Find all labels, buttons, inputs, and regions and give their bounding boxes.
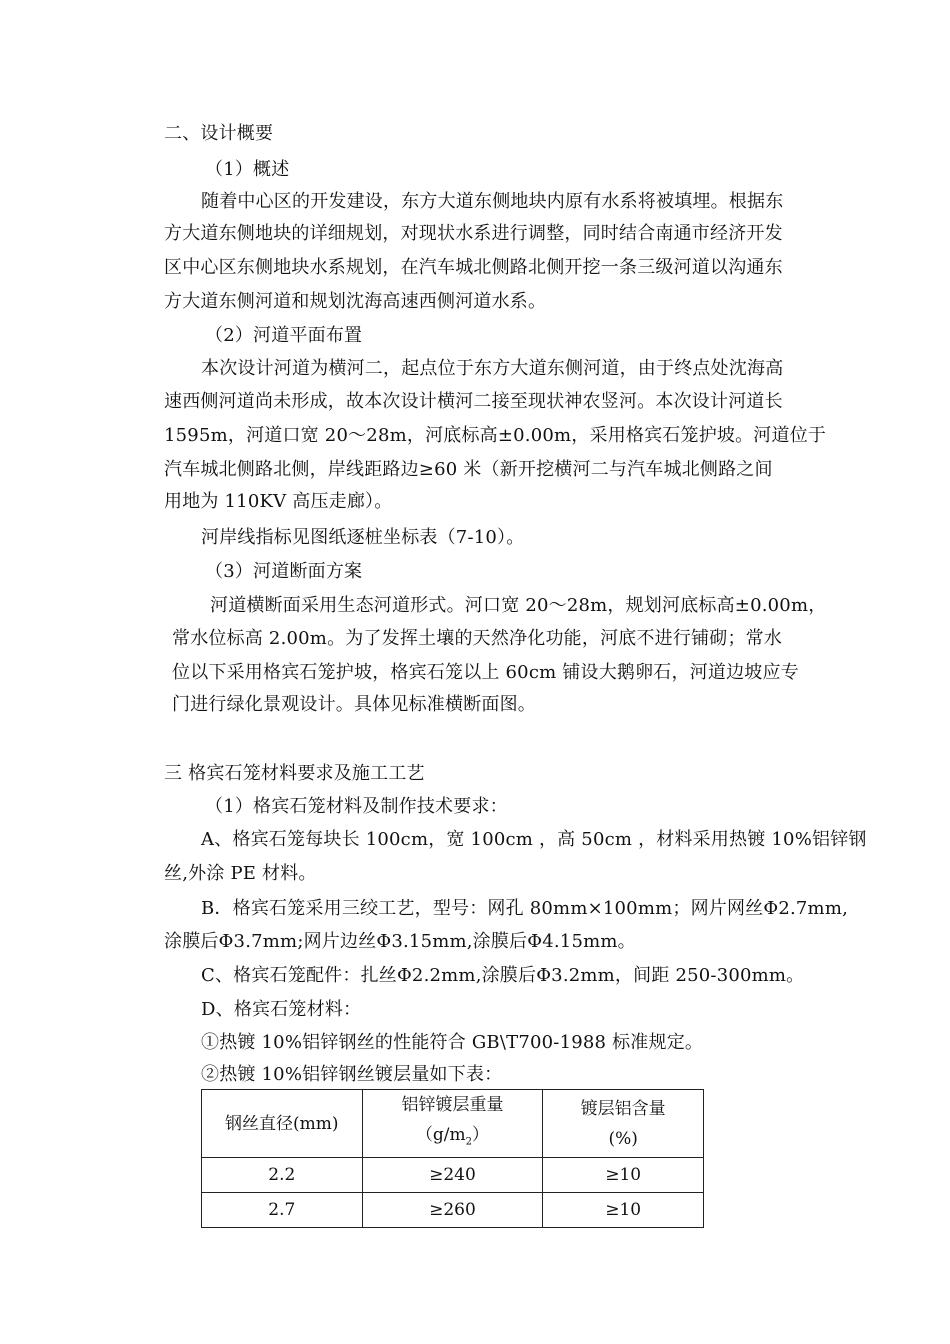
section-2-heading: 二、设计概要 [164,123,274,144]
section-3-heading: 三 格宾石笼材料要求及施工工艺 [164,763,425,784]
paragraph-line: 方大道东侧地块的详细规划，对现状水系进行调整，同时结合南通市经济开发 [164,223,783,244]
paragraph-line: 用地为 110KV 高压走廊）。 [164,491,393,512]
paragraph-line: 涂膜后Φ3.7mm;网片边丝Φ3.15mm,涂膜后Φ4.15mm。 [164,931,636,952]
table-row [202,1193,704,1228]
coating-table [201,1089,704,1228]
paragraph-line: D、格宾石笼材料： [201,999,362,1020]
paragraph-line: 汽车城北侧路北侧，岸线距路边≥60 米（新开挖横河二与汽车城北侧路之间 [164,459,773,480]
section-3-sub1-title: （1）格宾石笼材料及制作技术要求： [205,796,508,817]
weight-unit-sub: 2 [465,1136,473,1148]
weight-unit [363,1120,543,1157]
paragraph-line: ②热镀 10%铝锌钢丝镀层量如下表： [201,1064,503,1085]
weight-unit-prefix: （g/m [415,1125,466,1145]
weight-unit-suffix: ） [472,1125,490,1145]
table-header-cell [362,1090,543,1158]
paragraph-line: 区中心区东侧地块水系规划，在汽车城北侧路北侧开挖一条三级河道以沟通东 [164,257,783,278]
section-2-sub3-title: （3）河道断面方案 [205,561,363,582]
weight-header: 铝锌镀层重量 [401,1095,504,1115]
paragraph-line: C、格宾石笼配件：扎丝Φ2.2mm,涂膜后Φ3.2mm，间距 250-300mm。 [201,965,805,986]
table-header-row [202,1090,704,1158]
diameter-cell: 2.7 [202,1193,363,1228]
paragraph-line: 方大道东侧河道和规划沈海高速西侧河道水系。 [164,291,547,312]
paragraph-line: 速西侧河道尚未形成，故本次设计横河二接至现状神农竖河。本次设计河道长 [164,391,783,412]
aluminum-cell: ≥10 [543,1158,704,1193]
table-header-cell [202,1090,363,1158]
section-2-sub2-title: （2）河道平面布置 [205,325,363,346]
paragraph-line: 本次设计河道为横河二，起点位于东方大道东侧河道，由于终点处沈海高 [201,358,784,379]
paragraph-line: 河道横断面采用生态河道形式。河口宽 20～28m，规划河底标高±0.00m， [210,595,827,616]
paragraph-line: 1595m，河道口宽 20～28m，河底标高±0.00m，采用格宾石笼护坡。河道位于 [164,425,827,446]
aluminum-header: 镀层铝含量 [580,1098,666,1119]
aluminum-unit: (%) [608,1128,638,1149]
diameter-cell: 2.2 [202,1158,363,1193]
paragraph-line: ①热镀 10%铝锌钢丝的性能符合 GB\T700-1988 标准规定。 [201,1032,704,1053]
paragraph-line: A、格宾石笼每块长 100cm，宽 100cm ，高 50cm ，材料采用热镀 10%铝锌钢 [201,829,867,850]
paragraph-line: 随着中心区的开发建设，东方大道东侧地块内原有水系将被填埋。根据东 [201,191,784,212]
paragraph-line: 河岸线指标见图纸逐桩坐标表（7-10）。 [201,527,525,548]
weight-cell: ≥240 [362,1158,543,1193]
diameter-header: 钢丝直径(mm) [225,1113,339,1134]
paragraph-line: B．格宾石笼采用三绞工艺，型号：网孔 80mm×100mm；网片网丝Φ2.7mm, [201,898,849,919]
aluminum-cell: ≥10 [543,1193,704,1228]
paragraph-line: 位以下采用格宾石笼护坡，格宾石笼以上 60cm 铺设大鹅卵石，河道边坡应专 [172,662,799,683]
paragraph-line: 常水位标高 2.00m。为了发挥土壤的天然净化功能，河底不进行铺砌；常水 [172,628,783,649]
paragraph-line: 丝,外涂 PE 材料。 [164,863,317,884]
paragraph-line: 门进行绿化景观设计。具体见标准横断面图。 [172,694,536,715]
table-row [202,1158,704,1193]
table-header-cell [543,1090,704,1158]
section-2-sub1-title: （1）概述 [205,159,290,180]
weight-cell: ≥260 [362,1193,543,1228]
